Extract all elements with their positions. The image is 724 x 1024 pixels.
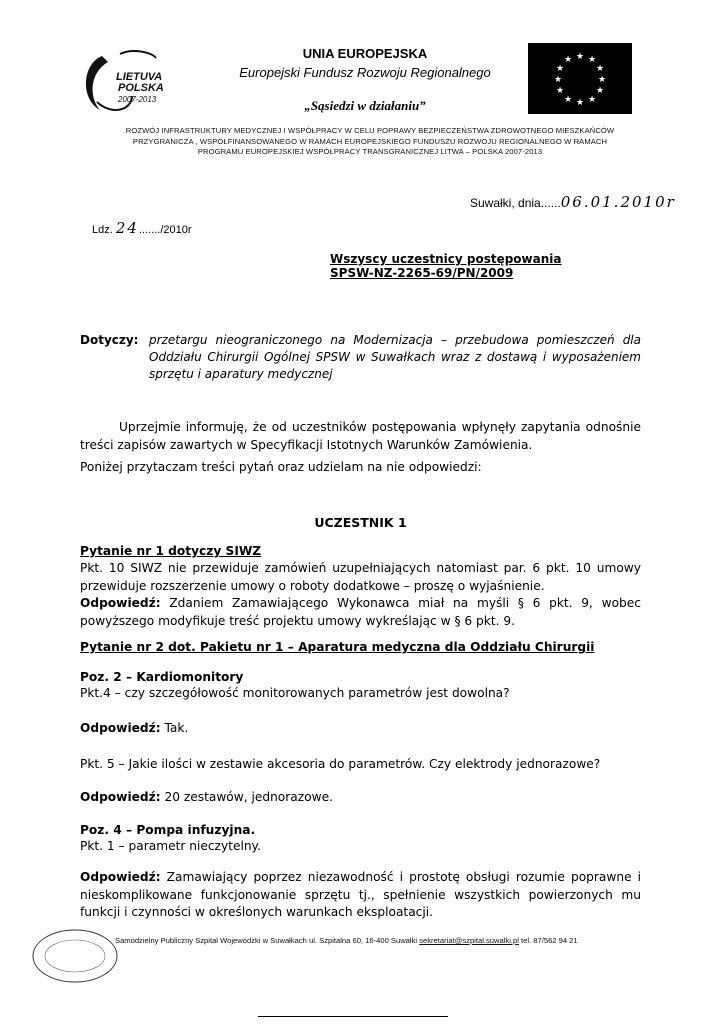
answer-text: Tak. bbox=[164, 721, 189, 735]
intro-paragraph-2: Poniżej przytaczam treści pytań oraz udzielam na nie odpowiedzi: bbox=[80, 460, 482, 474]
header-subtitle: Europejski Fundusz Rozwoju Regionalnego bbox=[239, 65, 491, 80]
answer-text: Zdaniem Zamawiającego Wykonawca miał na myśli § 6 pkt. 9, wobec powyższego modyfikuje treść projektu umowy wykreślając w § 6 pkt. 9. bbox=[80, 596, 641, 628]
eu-flag-icon bbox=[528, 43, 632, 114]
item-poz-2-pkt-5: Pkt. 5 – Jakie ilości w zestawie akcesoria do parametrów. Czy elektrody jednorazowe? bbox=[80, 757, 601, 771]
letterhead bbox=[215, 44, 515, 114]
svg-text:★: ★ bbox=[563, 95, 573, 105]
footer-address: Samodzielny Publiczny Szpital Wojewódzki w Suwałkach ul. Szpitalna 60, 16-400 Suwałki bbox=[115, 936, 418, 945]
svg-text:★: ★ bbox=[563, 55, 573, 65]
ldz-handwritten: 24 bbox=[115, 219, 139, 237]
intro-paragraph: Uprzejmie informuję, że od uczestników postępowania wpłynęły zapytania odnośnie treści zapisów zawartych w Specyfikacji Istotnych Warunków Zamówienia. bbox=[80, 420, 641, 452]
header-motto: „Sąsiedzi w działaniu” bbox=[304, 98, 426, 113]
svg-text:★: ★ bbox=[587, 95, 597, 105]
question-1-answer bbox=[80, 595, 641, 630]
addressee-line-2: SPSW-NZ-2265-69/PN/2009 bbox=[330, 266, 514, 280]
date-handwritten: 06.01.2010r bbox=[560, 193, 676, 211]
answer-label: Odpowiedź: bbox=[80, 870, 161, 884]
answer-label: Odpowiedź: bbox=[80, 790, 161, 804]
section-title: UCZESTNIK 1 bbox=[314, 515, 407, 530]
addressee-line-1: Wszyscy uczestnicy postępowania bbox=[330, 252, 562, 266]
logo-text-3: 2007-2013 bbox=[118, 95, 157, 104]
answer-label: Odpowiedź: bbox=[80, 596, 161, 610]
answer-1 bbox=[80, 720, 641, 738]
answer-text: 20 zestawów, jednorazowe. bbox=[164, 790, 333, 804]
reference-number bbox=[92, 219, 192, 237]
date-prefix: Suwałki, dnia bbox=[470, 196, 541, 210]
item-poz-2-title: Poz. 2 – Kardiomonitory bbox=[80, 670, 244, 684]
answer-text: Zamawiający poprzez niezawodność i prostotę obsługi rozumie poprawne i nieskomplikowane funkcjonowanie sprzętu tj., spełnienie wszystkich powierzonych mu funkcji i czynności w określonych warunkach eksploatacji. bbox=[80, 870, 642, 919]
program-line: PROGRAMU EUROPEJSKIEJ WSPÓŁPRACY TRANSGRANICZNEJ LITWA – POLSKA 2007-2013 bbox=[197, 147, 543, 156]
document-date bbox=[470, 193, 676, 211]
program-logo bbox=[72, 44, 222, 124]
subject-text: przetargu nieograniczonego na Modernizacja – przebudowa pomieszczeń dla Oddziału Chirurgii Ogólnej SPSW w Suwałkach wraz z dostawą i wyposażeniem sprzętu i aparatury medycznej bbox=[149, 333, 641, 381]
date-dots: ...... bbox=[540, 196, 561, 210]
program-line: PRZYGRANICZA , WSPÓŁFINANSOWANEGO W RAMACH EUROPEJSKIEGO FUNDUSZU ROZWOJU REGIONALNEGO W RAMACH bbox=[132, 136, 608, 146]
header-title: UNIA EUROPEJSKA bbox=[302, 46, 428, 61]
footer-email-link[interactable]: sekretariat@szpital.suwalki.pl bbox=[419, 936, 519, 945]
question-2-title: Pytanie nr 2 dot. Pakietu nr 1 – Aparatura medyczna dla Oddziału Chirurgii bbox=[80, 640, 595, 654]
item-poz-4-title: Poz. 4 – Pompa infuzyjna. bbox=[80, 823, 256, 837]
program-description bbox=[110, 126, 630, 158]
svg-text:★: ★ bbox=[555, 86, 565, 96]
svg-text:★: ★ bbox=[597, 75, 607, 85]
svg-text:★: ★ bbox=[575, 98, 585, 108]
svg-text:★: ★ bbox=[587, 55, 597, 65]
svg-text:★: ★ bbox=[555, 64, 565, 74]
svg-text:★: ★ bbox=[575, 52, 585, 62]
answer-3 bbox=[80, 869, 641, 922]
footer-phone: tel. 87/562 94 21 bbox=[521, 936, 578, 945]
footer bbox=[115, 936, 578, 945]
svg-text:★: ★ bbox=[595, 86, 605, 96]
answer-label: Odpowiedź: bbox=[80, 721, 161, 735]
divider bbox=[258, 1016, 448, 1017]
ldz-prefix: Ldz. bbox=[92, 224, 116, 236]
logo-text-1: LIETUVA bbox=[116, 71, 163, 83]
subject-label: Dotyczy: bbox=[80, 333, 139, 347]
program-line: ROZWÓJ INFRASTRUKTURY MEDYCZNEJ I WSPÓŁPRACY W CELU POPRAWY BEZPIECZEŃSTWA ZDROWOTNEGO MIESZKAŃCÓW bbox=[125, 126, 615, 135]
item-poz-2-pkt-4: Pkt.4 – czy szczegółowość monitorowanych parametrów jest dowolna? bbox=[80, 686, 510, 700]
svg-text:★: ★ bbox=[595, 64, 605, 74]
question-1-text: Pkt. 10 SIWZ nie przewiduje zamówień uzupełniających natomiast par. 6 pkt. 10 umowy przewiduje rozszerzenie umowy o roboty dodatkowe – proszę o wyjaśnienie. bbox=[80, 561, 641, 593]
logo-text-2: POLSKA bbox=[118, 82, 164, 94]
item-poz-4-pkt-1: Pkt. 1 – parametr nieczytelny. bbox=[80, 839, 261, 853]
svg-text:★: ★ bbox=[553, 75, 563, 85]
question-1-title: Pytanie nr 1 dotyczy SIWZ bbox=[80, 544, 262, 558]
hospital-stamp-icon bbox=[30, 926, 120, 986]
answer-2 bbox=[80, 789, 641, 807]
ldz-suffix: ......./2010r bbox=[138, 224, 192, 236]
